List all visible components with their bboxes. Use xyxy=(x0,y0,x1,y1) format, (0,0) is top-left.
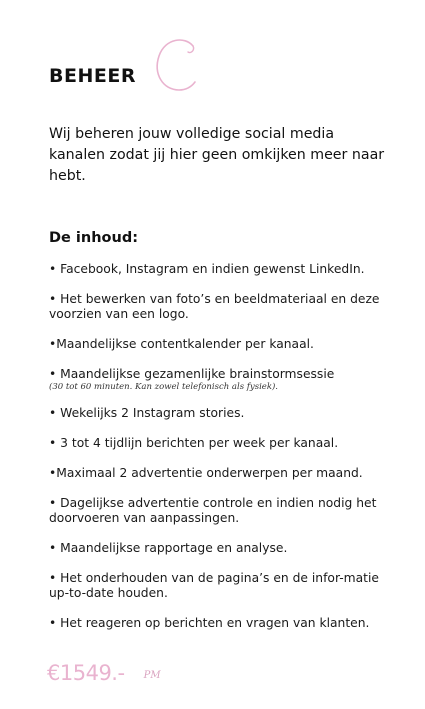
list-item-text: • Het onderhouden van de pagina’s en de infor-matie up-to-date houden. xyxy=(49,571,379,600)
period-label: PM xyxy=(143,670,161,681)
header xyxy=(47,36,217,96)
price-label: €1549.- xyxy=(47,661,125,685)
list-item-text: • Maandelijkse gezamenlijke brainstormsessie xyxy=(49,367,335,381)
list-item-text: • Dagelijkse advertentie controle en indien nodig het doorvoeren van aanpassingen. xyxy=(49,496,377,525)
list-item xyxy=(49,616,389,631)
list-item-text: • Wekelijks 2 Instagram stories. xyxy=(49,406,245,420)
list-item-text: • 3 tot 4 tijdlijn berichten per week per kanaal. xyxy=(49,436,339,450)
list-item xyxy=(49,337,389,352)
list-item-text: • Facebook, Instagram en indien gewenst LinkedIn. xyxy=(49,262,365,276)
list-item xyxy=(49,367,389,393)
script-c-logo-icon xyxy=(147,36,203,94)
list-item xyxy=(49,541,389,556)
list-item-text: •Maximaal 2 advertentie onderwerpen per maand. xyxy=(49,466,363,480)
list-item-text: • Het reageren op berichten en vragen van klanten. xyxy=(49,616,370,630)
section-title: De inhoud: xyxy=(49,230,138,246)
price-row xyxy=(47,661,161,691)
list-item-text: •Maandelijkse contentkalender per kanaal. xyxy=(49,337,314,351)
list-item xyxy=(49,571,389,601)
list-item xyxy=(49,406,389,421)
list-item-text: • Het bewerken van foto’s en beeldmateriaal en deze voorzien van een logo. xyxy=(49,292,380,321)
list-item xyxy=(49,496,389,526)
list-item xyxy=(49,436,389,451)
content-list xyxy=(49,262,389,646)
list-item-note: (30 tot 60 minuten. Kan zowel telefonisch als fysiek). xyxy=(49,382,278,392)
page-title: BEHEER xyxy=(49,65,136,87)
list-item xyxy=(49,466,389,481)
list-item-text: • Maandelijkse rapportage en analyse. xyxy=(49,541,288,555)
intro-text: Wij beheren jouw volledige social media kanalen zodat jij hier geen omkijken meer naar hebt. xyxy=(49,126,385,184)
list-item xyxy=(49,262,389,277)
list-item xyxy=(49,292,389,322)
